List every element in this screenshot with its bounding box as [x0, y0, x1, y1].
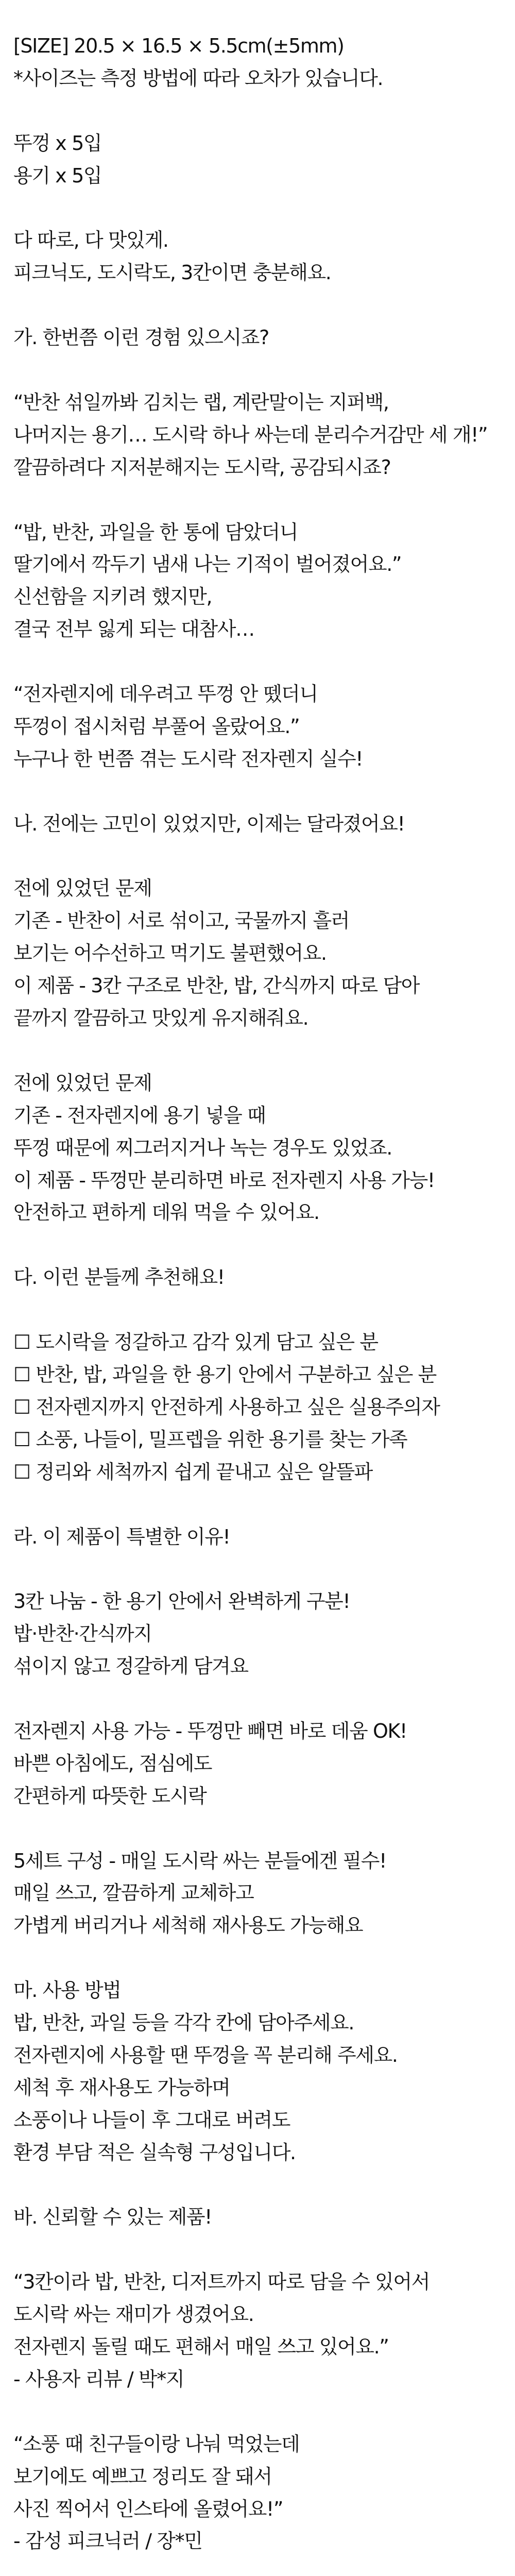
- text-line: 5세트 구성 - 매일 도시락 싸는 분들에겐 필수!: [13, 1849, 386, 1872]
- text-line: 나. 전에는 고민이 있었지만, 이제는 달라졌어요!: [13, 812, 405, 835]
- text-line: 바쁜 아침에도, 점심에도: [13, 1752, 212, 1775]
- text-line: - 사용자 리뷰 / 박*지: [13, 2367, 184, 2391]
- paragraph-gap: [13, 2233, 502, 2266]
- paragraph-gap: [13, 484, 502, 516]
- text-line: 기존 - 전자렌지에 용기 넣을 때: [13, 1104, 266, 1127]
- paragraph-gap: [13, 1942, 502, 1974]
- text-line: 이 제품 - 3칸 구조로 반찬, 밥, 간식까지 따로 담아: [13, 974, 420, 997]
- text-line: “반찬 섞일까봐 김치는 랩, 계란말이는 지퍼백,: [13, 391, 389, 414]
- text-line: 바. 신뢰할 수 있는 제품!: [13, 2206, 212, 2229]
- paragraph-gap: [13, 1553, 502, 1585]
- text-line: ☐ 전자렌지까지 안전하게 사용하고 싶은 실용주의자: [13, 1395, 440, 1418]
- text-line: 전에 있었던 문제: [13, 1071, 152, 1094]
- text-line: 다 따로, 다 맛있게.: [13, 229, 168, 252]
- paragraph: [13, 2428, 502, 2558]
- text-line: 다. 이런 분들께 추천해요!: [13, 1266, 225, 1289]
- text-line: 나머지는 용기… 도시락 하나 싸는데 분리수거감만 세 개!”: [13, 423, 488, 446]
- paragraph-gap: [13, 1488, 502, 1521]
- text-line: 사진 찍어서 인스타에 올렸어요!”: [13, 2497, 283, 2520]
- paragraph-gap: [13, 775, 502, 808]
- text-line: 깔끔하려다 지저분해지는 도시락, 공감되시죠?: [13, 455, 391, 479]
- text-line: ☐ 정리와 세척까지 쉽게 끝내고 싶은 알뜰파: [13, 1460, 372, 1483]
- paragraph: [13, 1845, 502, 1942]
- text-line: 뚜껑 x 5입: [13, 131, 102, 155]
- paragraph-gap: [13, 95, 502, 127]
- paragraph: [13, 2266, 502, 2396]
- paragraph: [13, 1974, 502, 2168]
- text-line: 끝까지 깔끔하고 맛있게 유지해줘요.: [13, 1007, 308, 1030]
- text-line: 섞이지 않고 정갈하게 담겨요: [13, 1655, 248, 1678]
- paragraph: [13, 872, 502, 1035]
- text-line: 결국 전부 잃게 되는 대참사…: [13, 618, 254, 641]
- product-description: [13, 30, 502, 2576]
- paragraph: [13, 1261, 502, 1294]
- text-line: 뚜껑 때문에 찌그러지거나 녹는 경우도 있었죠.: [13, 1136, 392, 1159]
- text-line: 딸기에서 깍두기 냄새 나는 기적이 벌어졌어요.”: [13, 553, 402, 576]
- text-line: ☐ 반찬, 밥, 과일을 한 용기 안에서 구분하고 싶은 분: [13, 1363, 436, 1386]
- text-line: *사이즈는 측정 방법에 따라 오차가 있습니다.: [13, 66, 383, 90]
- paragraph: [13, 127, 502, 192]
- text-line: 가볍게 버리거나 세척해 재사용도 가능해요: [13, 1914, 363, 1937]
- text-line: 보기는 어수선하고 먹기도 불편했어요.: [13, 942, 327, 965]
- text-line: [SIZE] 20.5 × 16.5 × 5.5cm(±5mm): [13, 35, 344, 57]
- text-line: 보기에도 예쁘고 정리도 잘 돼서: [13, 2465, 272, 2488]
- text-line: 매일 쓰고, 깔끔하게 교체하고: [13, 1882, 254, 1905]
- paragraph: [13, 1585, 502, 1683]
- text-line: 도시락 싸는 재미가 생겼어요.: [13, 2303, 254, 2326]
- paragraph-gap: [13, 2557, 502, 2576]
- paragraph: [13, 678, 502, 775]
- text-line: 세척 후 재사용도 가능하며: [13, 2076, 230, 2099]
- text-line: “밥, 반찬, 과일을 한 통에 담았더니: [13, 520, 298, 544]
- text-line: 밥, 반찬, 과일 등을 각각 칸에 담아주세요.: [13, 2011, 354, 2035]
- paragraph-gap: [13, 2169, 502, 2201]
- paragraph-gap: [13, 1812, 502, 1845]
- paragraph-gap: [13, 289, 502, 321]
- text-line: - 감성 피크닉러 / 장*민: [13, 2530, 202, 2553]
- text-line: 라. 이 제품이 특별한 이유!: [13, 1525, 230, 1548]
- text-line: “전자렌지에 데우려고 뚜껑 안 뗐더니: [13, 683, 318, 706]
- paragraph: [13, 321, 502, 354]
- text-line: 전자렌지 사용 가능 - 뚜껑만 빼면 바로 데움 OK!: [13, 1719, 407, 1742]
- paragraph-gap: [13, 1229, 502, 1261]
- text-line: 뚜껑이 접시처럼 부풀어 올랐어요.”: [13, 715, 300, 738]
- paragraph: [13, 808, 502, 840]
- text-line: 전에 있었던 문제: [13, 877, 152, 900]
- text-line: ☐ 도시락을 정갈하고 감각 있게 담고 싶은 분: [13, 1331, 378, 1354]
- paragraph: [13, 386, 502, 484]
- paragraph: [13, 1521, 502, 1553]
- text-line: 밥·반찬·간식까지: [13, 1622, 152, 1646]
- text-line: “소풍 때 친구들이랑 나눠 먹었는데: [13, 2432, 300, 2455]
- paragraph: [13, 1715, 502, 1812]
- text-line: 전자렌지에 사용할 땐 뚜껑을 꼭 분리해 주세요.: [13, 2043, 398, 2066]
- paragraph-gap: [13, 354, 502, 386]
- text-line: 간편하게 따뜻한 도시락: [13, 1784, 207, 1807]
- text-line: 소풍이나 나들이 후 그대로 버려도: [13, 2108, 290, 2131]
- text-line: 신선함을 지키려 했지만,: [13, 585, 212, 608]
- text-line: 누구나 한 번쯤 겪는 도시락 전자렌지 실수!: [13, 747, 363, 770]
- paragraph-gap: [13, 1683, 502, 1715]
- text-line: 가. 한번쯤 이런 경험 있으시죠?: [13, 326, 269, 349]
- paragraph-gap: [13, 1294, 502, 1326]
- text-line: 이 제품 - 뚜껑만 분리하면 바로 전자렌지 사용 가능!: [13, 1168, 435, 1192]
- text-line: 마. 사용 방법: [13, 1979, 121, 2002]
- paragraph-gap: [13, 840, 502, 873]
- text-line: ☐ 소풍, 나들이, 밀프렙을 위한 용기를 찾는 가족: [13, 1428, 407, 1451]
- paragraph: [13, 30, 502, 95]
- paragraph-gap: [13, 646, 502, 678]
- paragraph: [13, 1326, 502, 1488]
- paragraph: [13, 516, 502, 646]
- text-line: 환경 부담 적은 실속형 구성입니다.: [13, 2141, 296, 2164]
- text-line: 안전하고 편하게 데워 먹을 수 있어요.: [13, 1201, 319, 1224]
- text-line: 기존 - 반찬이 서로 섞이고, 국물까지 흘러: [13, 909, 349, 933]
- paragraph: [13, 2201, 502, 2233]
- paragraph: [13, 1067, 502, 1229]
- text-line: 3칸 나눔 - 한 용기 안에서 완벽하게 구분!: [13, 1590, 350, 1613]
- paragraph-gap: [13, 1035, 502, 1067]
- paragraph-gap: [13, 2396, 502, 2428]
- text-line: “3칸이라 밥, 반찬, 디저트까지 따로 담을 수 있어서: [13, 2270, 430, 2294]
- text-line: 용기 x 5입: [13, 164, 102, 187]
- text-line: 전자렌지 돌릴 때도 편해서 매일 쓰고 있어요.”: [13, 2335, 389, 2359]
- paragraph-gap: [13, 192, 502, 225]
- text-line: 피크닉도, 도시락도, 3칸이면 충분해요.: [13, 261, 331, 284]
- paragraph: [13, 224, 502, 289]
